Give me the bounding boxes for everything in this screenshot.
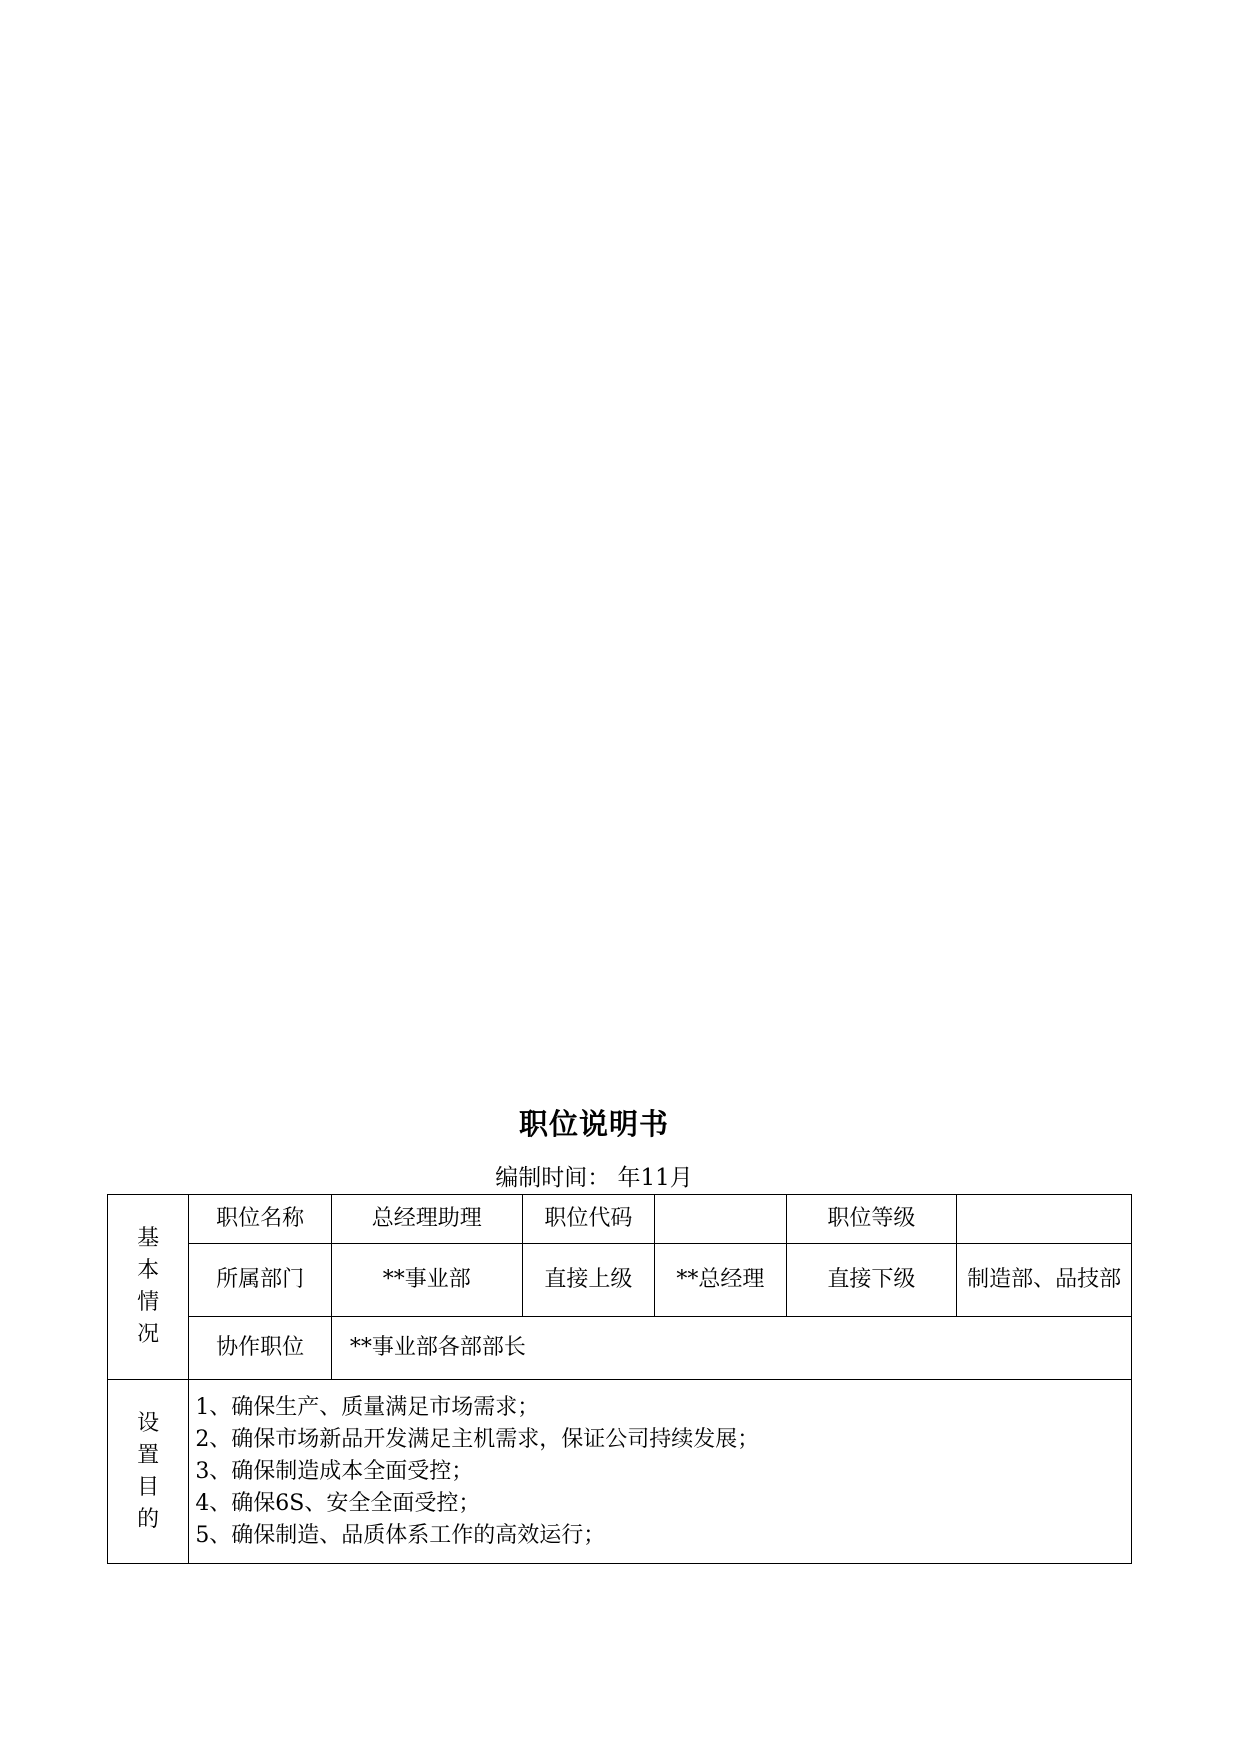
section-label-char: 的 xyxy=(137,1506,160,1532)
basic-info-section-label xyxy=(108,1195,189,1380)
list-item: 2、确保市场新品开发满足主机需求，保证公司持续发展； xyxy=(195,1426,760,1452)
table-row xyxy=(108,1195,1132,1244)
position-grade-value xyxy=(957,1195,1132,1244)
position-name-value: 总经理助理 xyxy=(331,1195,522,1244)
list-item: 3、确保制造成本全面受控； xyxy=(195,1458,474,1484)
section-label-char: 目 xyxy=(137,1474,160,1500)
section-label-char: 本 xyxy=(137,1258,160,1283)
table-row xyxy=(108,1244,1132,1317)
direct-superior-value: **总经理 xyxy=(655,1244,787,1317)
table-row xyxy=(108,1380,1132,1564)
list-item: 1、确保生产、质量满足市场需求； xyxy=(195,1394,540,1420)
job-description-table xyxy=(107,1194,1132,1564)
section-label-char: 置 xyxy=(137,1442,160,1468)
direct-subordinate-value: 制造部、品技部 xyxy=(957,1244,1132,1317)
position-code-label: 职位代码 xyxy=(522,1195,655,1244)
purpose-list xyxy=(189,1380,1132,1564)
section-label-char: 情 xyxy=(137,1290,160,1315)
position-grade-label: 职位等级 xyxy=(786,1195,957,1244)
document-title: 职位说明书 xyxy=(518,1107,669,1141)
section-label-char: 况 xyxy=(137,1322,160,1347)
position-name-label: 职位名称 xyxy=(189,1195,332,1244)
position-code-value xyxy=(655,1195,787,1244)
table-row xyxy=(108,1317,1132,1380)
compile-date: 编制时间： 年11月 xyxy=(495,1165,693,1191)
section-label-char: 设 xyxy=(137,1410,160,1436)
cooperation-value: **事业部各部部长 xyxy=(331,1317,1131,1380)
cooperation-label: 协作职位 xyxy=(189,1317,332,1380)
list-item: 5、确保制造、品质体系工作的高效运行； xyxy=(195,1522,606,1548)
purpose-section-label xyxy=(108,1380,189,1564)
direct-subordinate-label: 直接下级 xyxy=(786,1244,957,1317)
section-label-char: 基 xyxy=(137,1226,160,1251)
department-value: **事业部 xyxy=(331,1244,522,1317)
department-label: 所属部门 xyxy=(189,1244,332,1317)
direct-superior-label: 直接上级 xyxy=(522,1244,655,1317)
list-item: 4、确保6S、安全全面受控； xyxy=(195,1490,481,1516)
